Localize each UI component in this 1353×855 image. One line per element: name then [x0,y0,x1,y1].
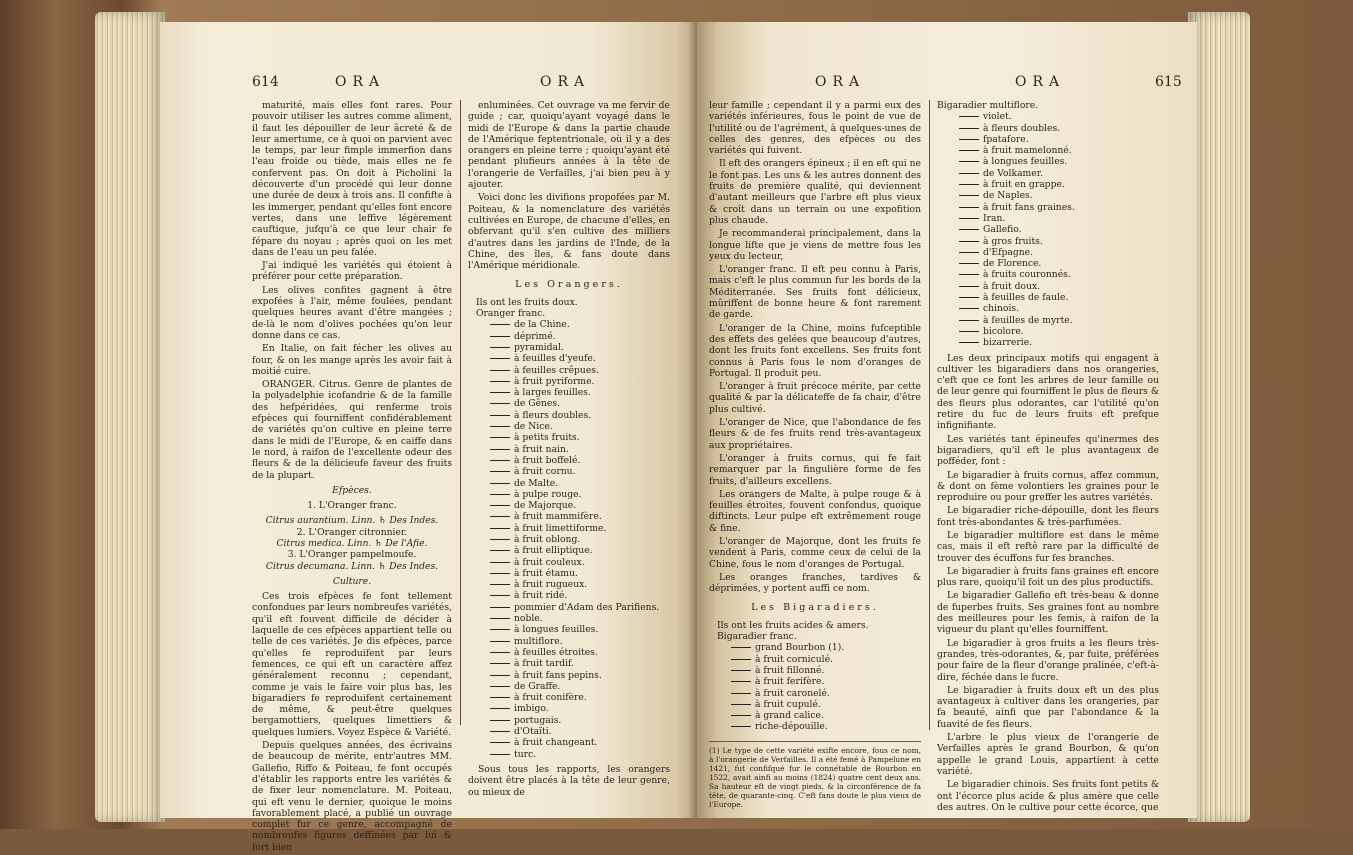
paragraph: Je recommanderai principalement, dans la longue lifte que je viens de mettre fous les yeux du lecteur, [709,228,921,262]
variety-label: à fruit étamu. [514,567,578,579]
variety-item [959,224,1159,235]
variety-label: à fruit ferifère. [755,676,825,688]
variety-label: fpatafore. [983,133,1029,145]
variety-label: riche-dépouille. [755,721,828,733]
paragraph: L'oranger franc. Il eft peu connu à Paris, mais c'eft le plus commun fur les bords de la Méditerranée. Ses fruits font délicieux, mûriffent de bonne heure & font rarement de garde. [709,264,921,321]
variety-item [490,658,670,669]
paragraph: L'oranger de Nice, que l'abondance de fes fleurs & de fes fruits rend très-avantageux aux propriétaires. [709,417,921,451]
variety-item [959,179,1159,190]
dash-rule [490,449,510,450]
dash-rule [490,392,510,393]
paragraph-oranger: ORANGER. Citrus. Genre de plantes de la polyadelphie icofandrie & de la famille des hefpéridées, qui renferme trois efpèces qui fourniffent confidérablement de variétés qu'on cultive en pleine terre dans le midi de l'Europe, & en caiffe dans le nord, à raifon de l'excellente odeur des fleurs & de la délicieufe faveur des fruits de la plupart. [252,379,452,481]
column-rule [460,100,461,725]
variety-item [490,365,670,376]
variety-label: à feuilles de myrte. [983,314,1073,326]
dash-rule [490,742,510,743]
bigaradiers-heading: Les Bigaradiers. [751,602,879,614]
variety-item [959,190,1159,201]
variety-label: de la Chine. [514,319,570,331]
dash-rule [731,693,751,694]
culture-heading: Culture. [332,575,372,587]
variety-item [490,500,670,511]
variety-label: de Gênes. [514,398,561,410]
paragraph: Le bigaradier à fruits cornus, affez commun, & dont on fème volontiers les graines pour le reproduire ou pour greffer les autres variétés. [937,469,1159,504]
variety-item [959,213,1159,224]
dash-rule [490,460,510,461]
paragraph: Le bigaradier à fruits doux eft un des plus avantageux à cultiver dans les orangeries, par fa beauté, ainfi que par l'abondance & la fuavité de fes fleurs. [937,684,1159,730]
right-page [697,22,1197,818]
dash-rule [731,681,751,682]
dash-rule [490,754,510,755]
variety-item [731,721,921,732]
variety-item [959,337,1159,348]
variety-item [959,292,1159,303]
variety-label: à fruit rugueux. [514,579,588,591]
variety-item [490,624,670,635]
dash-rule [959,320,979,321]
dash-rule [959,207,979,208]
variety-label: à fruit doux. [983,280,1041,292]
variety-label: à feuilles d'yeufe. [514,353,596,365]
left-column-2 [468,100,670,800]
variety-item [490,703,670,714]
variety-item [490,534,670,545]
paragraph: L'oranger à fruits cornus, qui fe fait remarquer par la fingulière forme de fes fruits, d'ailleurs excellens. [709,452,921,487]
orangers-intro: Ils ont les fruits doux. [476,296,578,308]
variety-item [490,398,670,409]
dash-rule [490,516,510,517]
variety-item [959,315,1159,326]
dash-rule [490,686,510,687]
page-number-left: 614 [252,74,279,90]
variety-label: déprimé. [514,330,556,342]
footnote: (1) Le type de cette variété exifte encore, fous ce nom, à l'orangerie de Verfailles. Il a été femé à Pampelune en 1421, fut confifqué fur le connétable de Bourbon en 1522, avait ainfi au moins (1824) quatre cent deux ans. Sa hauteur eft de vingt pieds, & la circonférence de fa tête, de quarante-cinq. C'eft fans doute le plus vieux de l'Europe. [709,741,921,809]
variety-label: à gros fruits. [983,235,1043,247]
variety-label: de Malte. [514,477,559,489]
variety-item [490,647,670,658]
variety-label: à fruits couronnés. [983,269,1071,281]
variety-label: à fruit fans pepins. [514,669,602,681]
left-page-edges [95,12,165,822]
variety-item [490,444,670,455]
dash-rule [959,331,979,332]
dash-rule [490,573,510,574]
variety-label: à fruit changeant. [514,737,598,749]
variety-label: à fruit mammifère. [514,511,602,523]
espece-line: Citrus aurantium. Linn. ♄ Des Indes. [265,515,439,527]
variety-label: de Graffe. [514,680,561,692]
dash-rule [959,308,979,309]
page-number-right: 615 [1155,74,1182,90]
especes-heading: Efpèces. [332,484,372,496]
variety-label: à fruit conifère. [514,692,587,704]
variety-item [490,376,670,387]
variety-label: à grand calice. [755,710,824,722]
variety-item [490,568,670,579]
orangers-list [490,319,670,760]
dash-rule [959,184,979,185]
paragraph: Les olives confites gagnent à être expofées à l'air, même foulées, pendant quelques heures avant d'être mangées ; de-là le nom d'olives pochées qu'on leur donne dans ce cas. [252,284,452,341]
dash-rule [490,358,510,359]
dash-rule [490,641,510,642]
variety-item [490,692,670,703]
variety-label: à petits fruits. [514,432,580,444]
left-page [160,22,697,853]
dash-rule [731,659,751,660]
dash-rule [959,286,979,287]
dash-rule [731,670,751,671]
paragraph: leur famille ; cependant il y a parmi eux des variétés inférieures, fous le point de vue de l'utilité ou de l'agrément, à quelques-unes de celles des genres, des efpèces ou des variétés qui fuivent. [709,100,921,157]
paragraph: maturité, mais elles font rares. Pour pouvoir utiliser les autres comme aliment, il faut les dépouiller de leur âcreté & de leur amertume, ce à quoi on parvient avec le temps, par leur fimple immerfion dans l'eau froide ou tiède, mais elles ne fe confervent pas. On doit à Picholini la découverte d'un procédé qui leur donne une durée de deux à trois ans. Il confifte à les immerger, pendant qu'elles font encore vertes, dans une leffive légèrement cauftique, jufqu'à ce que leur chair fe fépare du noyau ; après quoi on les met dans de l'eau un peu falée. [252,100,452,258]
variety-item [959,247,1159,258]
paragraph: Le bigaradier à fruits fans graines eft encore plus rare, quoiqu'il foit un des plus productifs. [937,565,1159,589]
variety-item [490,342,670,353]
dash-rule [490,697,510,698]
variety-label: à fruit ridé. [514,590,568,602]
variety-item [490,579,670,590]
variety-item [490,715,670,726]
variety-item [959,269,1159,280]
paragraph: Sous tous les rapports, les orangers doivent être placés à la tête de leur genre, ou mieux de [468,763,670,798]
variety-item [959,168,1159,179]
variety-item [490,466,670,477]
dash-rule [490,550,510,551]
variety-label: de Nice. [514,421,553,433]
dash-rule [731,726,751,727]
variety-label: de Florence. [983,258,1042,270]
dash-rule [490,483,510,484]
running-header-left-col1: ORA [335,74,386,90]
variety-label: à fruit fans graines. [983,201,1075,213]
paragraph: J'ai indiqué les variétés qui étoient à préférer pour cette préparation. [252,260,452,283]
variety-item [731,676,921,687]
orangers-heading: Les Orangers. [515,279,623,291]
paragraph: Les orangers de Malte, à pulpe rouge & à feuilles étroites, fouvent confondus, quoique diftincts. Leur pulpe eft extrêmement rouge & fine. [709,488,921,534]
variety-label: à fruit pyriforme. [514,375,595,387]
paragraph: Le bigaradier multiflore est dans le même cas, mais il eft reftê rare par la difficulté de trouver des écuffons fur fes branches. [937,529,1159,564]
variety-item [959,303,1159,314]
dash-rule [490,505,510,506]
dash-rule [959,173,979,174]
variety-item [490,613,670,624]
variety-label: à fruit cupulé. [755,698,821,710]
multiflore-head: Bigaradier multiflore. [937,100,1039,111]
multiflore-list [959,111,1159,348]
paragraph: Voici donc les divifions propofées par M. Poiteau, & la nomenclature des variétés cultivées en Europe, de chacune d'elles, en obfervant qu'il s'en cultive des milliers d'autres dans les jardins de l'Inde, de la Chine, des îles, & fans doute dans l'Amérique méridionale. [468,192,670,272]
dash-rule [959,274,979,275]
dash-rule [490,415,510,416]
paragraph: Il eft des orangers épineux ; il en eft qui ne le font pas. Les uns & les autres donnent des fruits de première qualité, qui deviennent d'autant meilleurs que l'arbre eft plus vieux & croît dans un terrain ou une expofition plus chaude. [709,158,921,226]
variety-label: à fruit en grappe. [983,179,1065,191]
variety-label: d'Efpagne. [983,246,1034,258]
dash-rule [959,241,979,242]
dash-rule [959,297,979,298]
variety-item [731,688,921,699]
dash-rule [959,252,979,253]
variety-label: à fruit nain. [514,443,569,455]
dash-rule [731,647,751,648]
variety-item [959,145,1159,156]
dash-rule [959,342,979,343]
variety-item [959,202,1159,213]
variety-label: pyramidal. [514,341,564,353]
dash-rule [490,652,510,653]
paragraph: Le bigaradier Gallefio eft très-beau & donne de fuperbes fruits. Ses graines font au nombre des meilleures pour les femis, à raifon de la vigueur du plant qu'elles fourniffent. [937,590,1159,636]
variety-label: à fruit couleux. [514,556,585,568]
variety-item [490,353,670,364]
variety-item [490,319,670,330]
variety-item [490,331,670,342]
variety-label: à fruit fillonné. [755,664,825,676]
variety-item [959,281,1159,292]
espece-line: Citrus decumana. Linn. ♄ Des Indes. [265,560,439,572]
variety-item [959,258,1159,269]
running-header-left-col2: ORA [540,74,591,90]
paragraph: L'oranger de Majorque, dont les fruits fe vendent à Paris, comme ceux de celui de la Chine, fous le nom d'oranges de Portugal. [709,535,921,570]
dash-rule [959,161,979,162]
variety-item [731,665,921,676]
paragraph: Le bigaradier à gros fruits a les fleurs très-grandes, très-odorantes, &, par fuite, préférées pour faire de la fleur d'orange pralinée, c'eft-à-dire, féchée dans le fucre. [937,637,1159,683]
variety-item [490,670,670,681]
dash-rule [490,708,510,709]
variety-label: portugais. [514,714,562,726]
dash-rule [490,347,510,348]
variety-label: grand Bourbon (1). [755,642,845,654]
variety-item [490,421,670,432]
bigaradiers-list [731,642,921,732]
espece-line: 2. L'Oranger citronnier. [296,526,408,538]
paragraph: enluminées. Cet ouvrage va me fervir de guide ; car, quoiqu'ayant voyagé dans le midi de l'Europe & dans la partie chaude de l'Amérique feptentrionale, où il y a des orangers en pleine terre ; quoiqu'ayant été pendant plufieurs années à la tête de l'orangerie de Verfailles, j'ai bien peu à y ajouter. [468,100,670,191]
dash-rule [490,324,510,325]
right-page-edges [1188,12,1250,822]
dash-rule [490,381,510,382]
dash-rule [490,426,510,427]
variety-label: pommier d'Adam des Parifiens. [514,601,660,613]
variety-label: à fruit limettiforme. [514,522,607,534]
variety-item [731,710,921,721]
variety-label: bicolore. [983,325,1024,337]
variety-item [490,726,670,737]
variety-label: de Volkamer. [983,167,1043,179]
right-column-2 [937,100,1159,815]
variety-item [959,134,1159,145]
paragraph: L'oranger à fruit précoce mérite, par cette qualité & par la délicateffe de fa chair, d'être plus cultivé. [709,381,921,415]
paragraph: Le bigaradier chinois. Ses fruits font petits & ont l'écorce plus acide & plus amère que celle des autres. On le cultive pour cette écorce, que [937,779,1159,813]
variety-label: à fruit mamelonné. [983,145,1072,157]
variety-label: à fruit oblong. [514,533,581,545]
variety-item [490,478,670,489]
variety-label: à fleurs doubles. [514,409,592,421]
variety-item [731,654,921,665]
dash-rule [490,618,510,619]
dash-rule [959,150,979,151]
bigaradiers-head: Bigaradier franc. [717,631,797,643]
espece-line: Citrus medica. Linn. ♄ De l'Afie. [276,537,428,549]
dash-rule [490,595,510,596]
variety-label: de Majorque. [514,500,577,512]
paragraph: Le bigaradier riche-dépouille, dont les fleurs font très-abondantes & très-parfumées. [937,505,1159,528]
dash-rule [490,562,510,563]
variety-item [490,602,670,613]
bigaradiers-intro: Ils ont les fruits acides & amers. [717,619,869,631]
dash-rule [731,704,751,705]
variety-item [959,156,1159,167]
variety-label: à fruit corniculé. [755,653,833,665]
variety-item [731,699,921,710]
paragraph: Les oranges franches, tardives & déprimées, y portent auffi ce nom. [709,571,921,595]
dash-rule [959,128,979,129]
paragraph: L'oranger de la Chine, moins fufceptible des effets des gelées que beaucoup d'autres, dont les fruits font excellens. Ses fruits font connus à Paris fous le nom d'oranges de Portugal. Il produit peu. [709,322,921,379]
variety-label: turc. [514,748,537,760]
dash-rule [490,370,510,371]
variety-label: à fruit tardif. [514,658,575,670]
variety-label: à feuilles crêpues. [514,364,599,376]
dash-rule [490,663,510,664]
variety-item [490,737,670,748]
variety-item [490,432,670,443]
variety-label: Iran. [983,212,1006,224]
variety-label: noble. [514,613,543,625]
variety-item [731,642,921,653]
dash-rule [490,720,510,721]
variety-label: à pulpe rouge. [514,488,582,500]
variety-label: Gallefio. [983,224,1022,236]
variety-item [490,749,670,760]
variety-label: à longues feuilles. [983,156,1068,168]
dash-rule [490,494,510,495]
dash-rule [959,263,979,264]
running-header-right-col2: ORA [1015,74,1066,90]
dash-rule [959,229,979,230]
dash-rule [959,139,979,140]
variety-label: chinois. [983,303,1020,315]
espece-line: 3. L'Oranger pampelmoufe. [287,549,417,561]
variety-item [490,557,670,568]
espece-line: 1. L'Oranger franc. [307,500,397,512]
variety-item [490,636,670,647]
variety-label: à feuilles de faule. [983,292,1069,304]
paragraph: Depuis quelques années, des écrivains de beaucoup de mérite, entr'autres MM. Gallefio, Riffo & Poiteau, fe font occupés d'établir les rapports entre les variétés & de fixer leur nomenclature. M. Poiteau, qui eft venu le dernier, quoique le moins favorablement placé, a publié un ouvrage complet fur ce genre, accompagné de nombreufes figures deffinées par lui & fort bien [252,740,452,853]
variety-item [490,523,670,534]
variety-label: à longues feuilles. [514,624,599,636]
variety-label: imbigo. [514,703,549,715]
variety-label: d'Otaïti. [514,726,552,738]
dash-rule [490,607,510,608]
dash-rule [959,195,979,196]
variety-item [490,410,670,421]
dash-rule [490,471,510,472]
running-header-right-col1: ORA [815,74,866,90]
variety-label: multiflore. [514,635,563,647]
paragraph: En Italie, on fait fécher les olives au four, & on les mange après les avoir fait à moitié cuire. [252,343,452,377]
variety-label: à fruit caronelé. [755,687,830,699]
dash-rule [490,528,510,529]
paragraph: Les deux principaux motifs qui engagent à cultiver les bigaradiers dans nos orangeries, c'eft que ce font les arbres de leur famille ou de leur genre qui fourniffent le plus de fleurs & des fleurs plus odorantes, car l'utilité qu'on retire du fuc de leurs fruits eft prefque infignifiante. [937,352,1159,432]
dash-rule [731,715,751,716]
orangers-head: Oranger franc. [476,308,546,320]
variety-label: à larges feuilles. [514,387,591,399]
variety-item [959,111,1159,122]
left-column-1 [252,100,452,855]
column-rule [929,100,930,730]
variety-item [490,511,670,522]
paragraph: Les variétés tant épineufes qu'inermes des bigaradiers, qu'il eft le plus avantageux de pofféder, font : [937,433,1159,468]
variety-item [490,387,670,398]
dash-rule [490,731,510,732]
dash-rule [959,116,979,117]
dash-rule [490,437,510,438]
variety-label: de Naples. [983,190,1033,202]
dash-rule [490,629,510,630]
dash-rule [490,336,510,337]
variety-label: à fruit boffelé. [514,454,581,466]
variety-item [959,236,1159,247]
variety-item [490,590,670,601]
paragraph: Ces trois efpèces fe font tellement confondues par leurs nombreufes variétés, qu'il eft fouvent difficile de décider à laquelle de ces efpèces appartient telle ou telle de ces variétés. Je dis efpèces, parce qu'elles fe reproduifent par leurs femences, ce qui eft un caractère affez généralement reconnu ; cependant, comme je vais le faire voir plus bas, les bigaradiers fe reproduifent certainement de même, & peut-être quelques bergamottiers, quelques limettiers & quelques lumiers. Voyez Espèce & Variété. [252,591,452,738]
variety-item [959,123,1159,134]
variety-item [959,326,1159,337]
dash-rule [490,403,510,404]
variety-label: violet. [983,111,1012,123]
variety-label: bizarrerie. [983,337,1033,349]
variety-label: à fleurs doubles. [983,122,1061,134]
right-column-1 [709,100,921,811]
variety-item [490,545,670,556]
variety-item [490,681,670,692]
variety-item [490,455,670,466]
paragraph: L'arbre le plus vieux de l'orangerie de Verfailles après le grand Bourbon, & qu'on appelle le grand Louis, appartient à cette variété. [937,732,1159,777]
dash-rule [490,675,510,676]
dash-rule [490,584,510,585]
dash-rule [959,218,979,219]
variety-label: à fruit cornu. [514,466,576,478]
variety-item [490,489,670,500]
variety-label: à feuilles étroites. [514,646,598,658]
dash-rule [490,539,510,540]
variety-label: à fruit elliptique. [514,545,593,557]
